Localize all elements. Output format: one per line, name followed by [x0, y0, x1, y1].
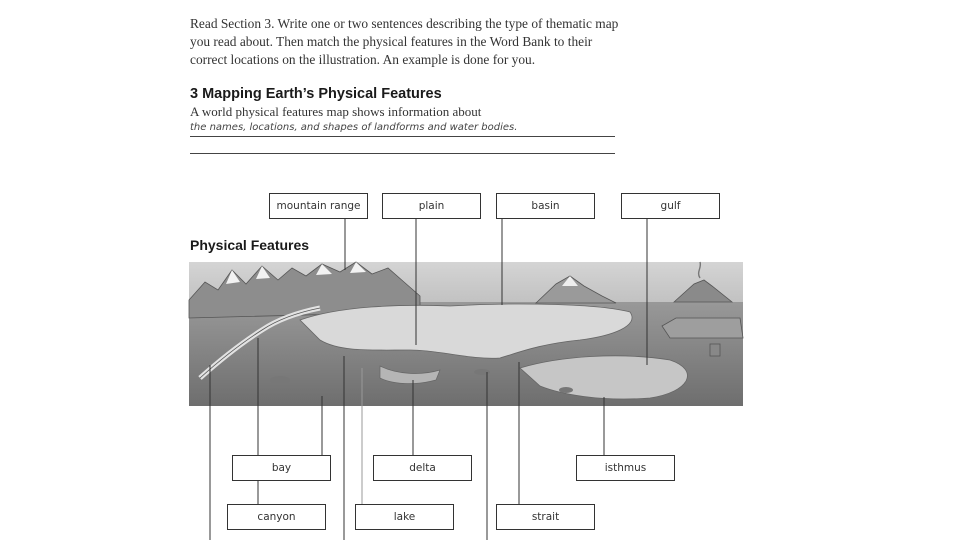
- label-canyon[interactable]: canyon: [227, 504, 326, 530]
- plateau: [662, 318, 743, 338]
- instructions-line-1: Read Section 3. Write one or two sentences describing the type of thematic map: [190, 16, 619, 31]
- label-bay[interactable]: bay: [232, 455, 331, 481]
- section-text: A world physical features map shows information about: [190, 104, 482, 119]
- label-isthmus[interactable]: isthmus: [576, 455, 675, 481]
- label-lake[interactable]: lake: [355, 504, 454, 530]
- figure-title: Physical Features: [190, 237, 310, 253]
- label-gulf[interactable]: gulf: [621, 193, 720, 219]
- mesa: [710, 344, 720, 356]
- label-strait[interactable]: strait: [496, 504, 595, 530]
- answer-line-1[interactable]: the names, locations, and shapes of landforms and water bodies.: [190, 121, 615, 137]
- section-title: 3 Mapping Earth’s Physical Features: [190, 86, 442, 102]
- label-mountain-range[interactable]: mountain range: [269, 193, 368, 219]
- label-plain[interactable]: plain: [382, 193, 481, 219]
- instructions-line-3: correct locations on the illustration. An example is done for you.: [190, 52, 536, 67]
- island: [474, 369, 490, 375]
- label-basin[interactable]: basin: [496, 193, 595, 219]
- instructions-line-2: you read about. Then match the physical features in the Word Bank to their: [190, 34, 593, 49]
- label-delta[interactable]: delta: [373, 455, 472, 481]
